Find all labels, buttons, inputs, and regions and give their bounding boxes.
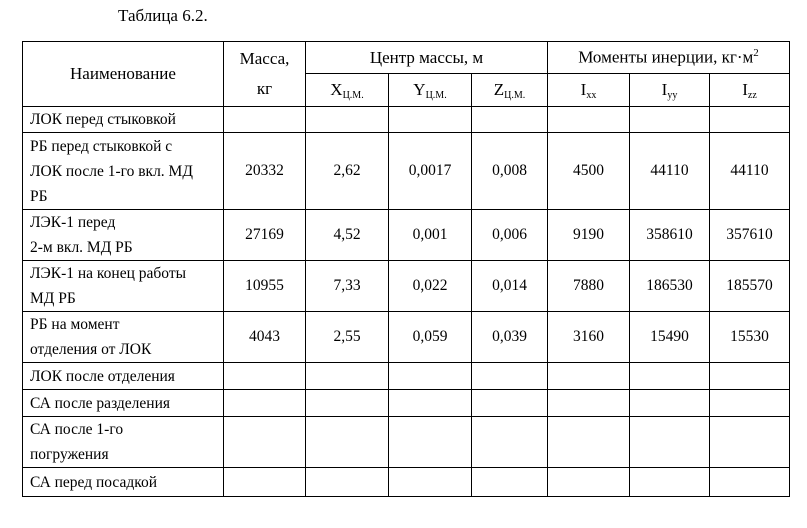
header-x-cm: XЦ.М. (306, 74, 389, 107)
cell-y (389, 417, 472, 468)
table-row (23, 312, 790, 363)
table-row (23, 210, 790, 261)
row-name-line: ЛОК после 1-го вкл. МД (30, 162, 193, 180)
cell-z (472, 107, 548, 133)
row-name-line: РБ перед стыковкой с (30, 137, 173, 155)
cell-x: 2,62 (306, 133, 389, 210)
cell-x: 7,33 (306, 261, 389, 312)
cell-x (306, 107, 389, 133)
cell-y (389, 107, 472, 133)
row-name (23, 312, 224, 363)
row-name (23, 133, 224, 210)
table-row (23, 363, 790, 390)
header-center-of-mass: Центр массы, м (306, 42, 548, 74)
cell-iyy: 358610 (630, 210, 710, 261)
cell-mass (224, 417, 306, 468)
cell-y: 0,022 (389, 261, 472, 312)
row-name-line: РБ (30, 187, 48, 205)
table-row (23, 107, 790, 133)
table-row (23, 261, 790, 312)
row-name (23, 210, 224, 261)
row-name (23, 363, 224, 390)
cell-iyy (630, 363, 710, 390)
cell-ixx: 9190 (548, 210, 630, 261)
cell-iyy (630, 107, 710, 133)
cell-z: 0,039 (472, 312, 548, 363)
cell-mass: 20332 (224, 133, 306, 210)
row-name-line: СА перед посадкой (30, 473, 158, 491)
cell-mass (224, 390, 306, 417)
cell-izz (710, 390, 790, 417)
table-row (23, 133, 790, 210)
cell-x (306, 363, 389, 390)
header-name: Наименование (23, 42, 224, 107)
cell-z (472, 417, 548, 468)
row-name-line: ЛОК после отделения (30, 367, 175, 385)
row-name-line: ЛОК перед стыковкой (30, 111, 176, 128)
properties-table (22, 41, 790, 497)
cell-izz: 185570 (710, 261, 790, 312)
cell-iyy (630, 390, 710, 417)
cell-mass (224, 468, 306, 497)
cell-mass: 4043 (224, 312, 306, 363)
row-name-line: 2-м вкл. МД РБ (30, 239, 133, 256)
row-name (23, 417, 224, 468)
cell-z: 0,014 (472, 261, 548, 312)
cell-iyy (630, 417, 710, 468)
table-row (23, 468, 790, 497)
row-name-line: СА после разделения (30, 394, 171, 412)
row-name-line: ЛЭК-1 на конец работы (30, 265, 187, 282)
cell-izz (710, 417, 790, 468)
row-name (23, 468, 224, 497)
cell-mass: 10955 (224, 261, 306, 312)
row-name-line: отделения от ЛОК (30, 341, 152, 358)
cell-iyy: 186530 (630, 261, 710, 312)
cell-z (472, 468, 548, 497)
cell-x (306, 417, 389, 468)
cell-y: 0,059 (389, 312, 472, 363)
cell-izz (710, 107, 790, 133)
cell-izz: 44110 (710, 133, 790, 210)
cell-izz (710, 468, 790, 497)
header-y-cm: YЦ.М. (389, 74, 472, 107)
cell-ixx (548, 390, 630, 417)
cell-z: 0,006 (472, 210, 548, 261)
cell-ixx (548, 417, 630, 468)
cell-iyy: 15490 (630, 312, 710, 363)
cell-z: 0,008 (472, 133, 548, 210)
cell-x (306, 390, 389, 417)
cell-y (389, 390, 472, 417)
cell-ixx: 4500 (548, 133, 630, 210)
cell-z (472, 390, 548, 417)
cell-iyy (630, 468, 710, 497)
cell-x (306, 468, 389, 497)
row-name-line: СА после 1-го (30, 421, 124, 438)
table-row (23, 390, 790, 417)
cell-mass (224, 363, 306, 390)
row-name-line: ЛЭК-1 перед (30, 214, 116, 231)
header-ixx: Ixx (548, 74, 630, 107)
cell-ixx: 3160 (548, 312, 630, 363)
cell-mass: 27169 (224, 210, 306, 261)
cell-y (389, 363, 472, 390)
table-caption: Таблица 6.2. (118, 6, 208, 25)
row-name (23, 390, 224, 417)
table-row (23, 417, 790, 468)
cell-izz: 15530 (710, 312, 790, 363)
cell-y (389, 468, 472, 497)
cell-x: 4,52 (306, 210, 389, 261)
cell-izz (710, 363, 790, 390)
header-z-cm: ZЦ.М. (472, 74, 548, 107)
cell-izz: 357610 (710, 210, 790, 261)
cell-x: 2,55 (306, 312, 389, 363)
row-name-line: МД РБ (30, 290, 76, 307)
cell-ixx (548, 107, 630, 133)
header-moments-of-inertia: Моменты инерции, $кг\cdot м^2$ (548, 42, 790, 74)
cell-y: 0,001 (389, 210, 472, 261)
cell-ixx (548, 468, 630, 497)
row-name-line: погружения (30, 446, 109, 463)
header-mass: Масса, кг (224, 42, 306, 107)
row-name-line: РБ на момент (30, 316, 120, 333)
header-iyy: Iyy (630, 74, 710, 107)
cell-ixx (548, 363, 630, 390)
cell-mass (224, 107, 306, 133)
cell-ixx: 7880 (548, 261, 630, 312)
header-izz: Izz (710, 74, 790, 107)
row-name (23, 107, 224, 133)
cell-iyy: 44110 (630, 133, 710, 210)
cell-y: 0,0017 (389, 133, 472, 210)
cell-z (472, 363, 548, 390)
row-name (23, 261, 224, 312)
